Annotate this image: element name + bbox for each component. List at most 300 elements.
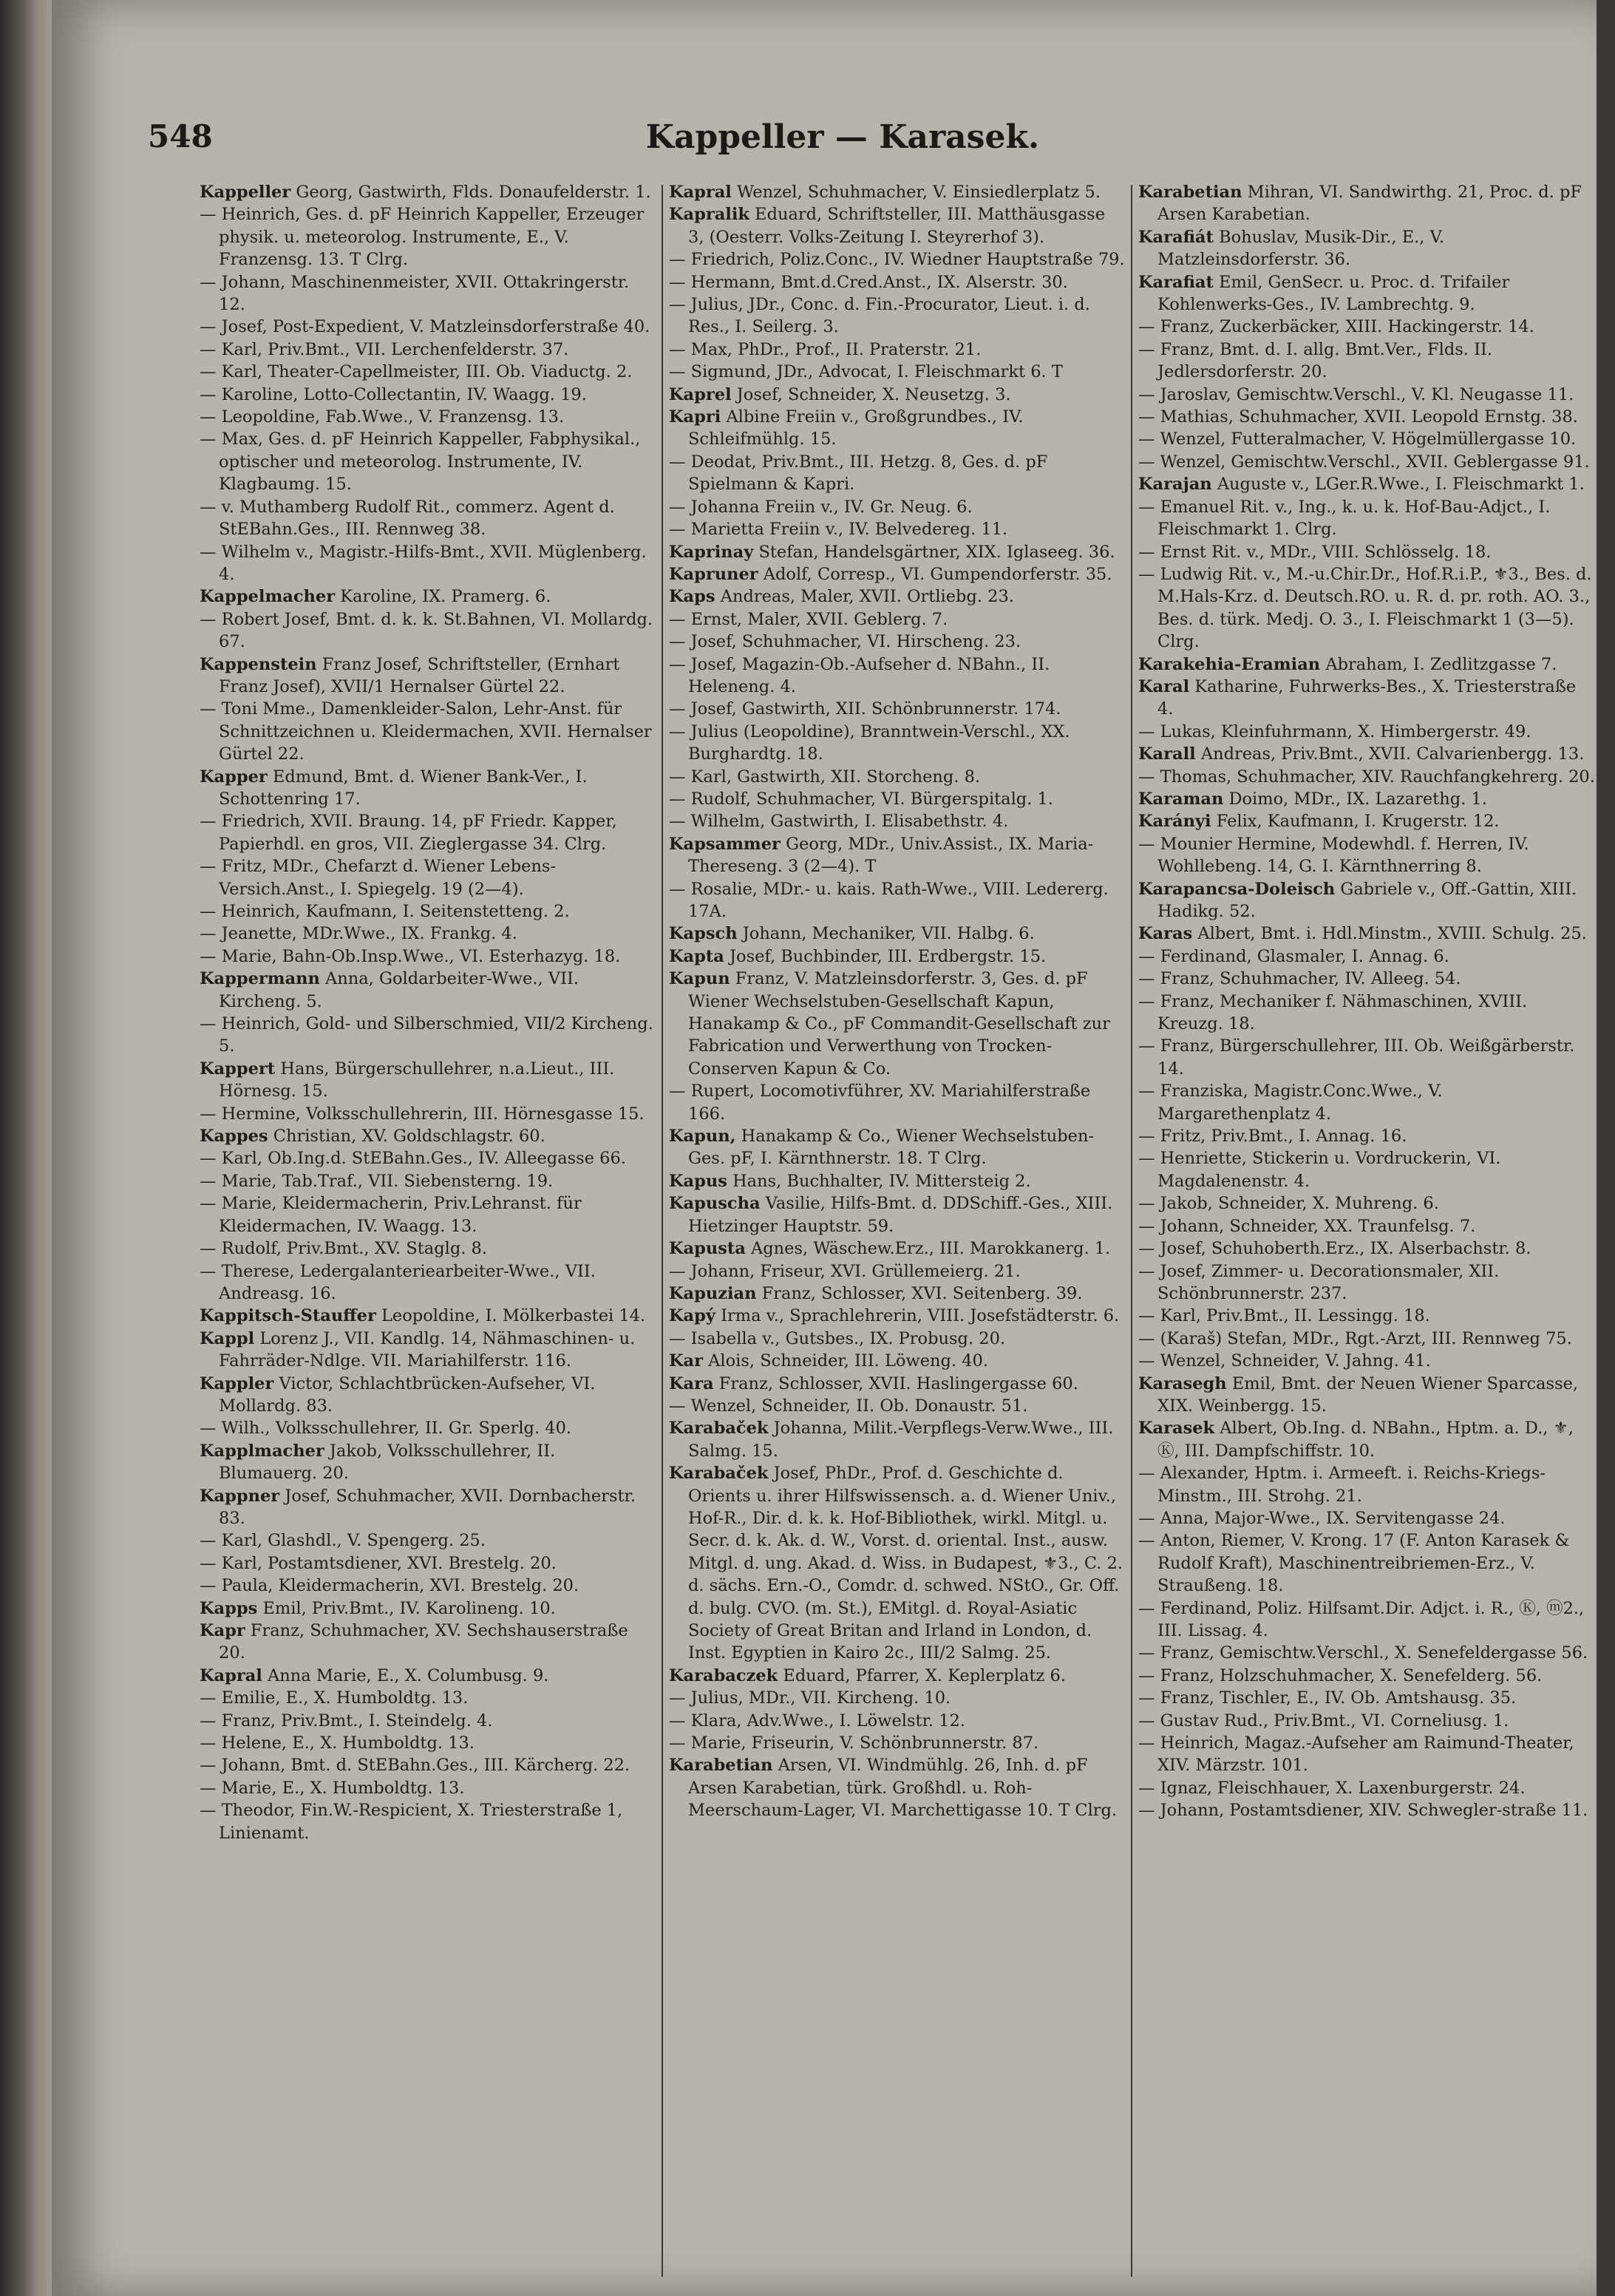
entry-details: — Josef, Magazin-Ob.-Aufseher d. NBahn., II. Heleneng. 4. bbox=[669, 654, 1050, 696]
directory-entry bbox=[200, 1058, 656, 1103]
entry-details: — Karoline, Lotto-Collectantin, IV. Waagg. 19. bbox=[200, 384, 587, 404]
entry-details: — Josef, Zimmer- u. Decorationsmaler, XII. Schönbrunnerstr. 237. bbox=[1138, 1261, 1500, 1303]
directory-entry bbox=[669, 361, 1126, 383]
entry-surname: Karabaček bbox=[669, 1419, 769, 1439]
entry-details: — Therese, Ledergalanteriearbeiter-Wwe., VII. Andreasg. 16. bbox=[200, 1261, 596, 1303]
entry-details: — Deodat, Priv.Bmt., III. Hetzg. 8, Ges. d. pF Spielmann & Kapri. bbox=[669, 452, 1048, 495]
entry-details: — Johann, Friseur, XVI. Grüllemeierg. 21. bbox=[669, 1261, 1021, 1281]
entry-surname: Kaps bbox=[669, 587, 715, 607]
directory-entry bbox=[200, 855, 656, 900]
directory-entry bbox=[200, 1260, 656, 1305]
directory-entry bbox=[200, 1237, 656, 1260]
directory-entry bbox=[1138, 1328, 1597, 1350]
entry-details: Bohuslav, Musik-Dir., E., V. Matzleinsdorferstr. 36. bbox=[1157, 227, 1445, 270]
entry-details: — Julius (Leopoldine), Branntwein-Verschl., XX. Burghardtg. 18. bbox=[669, 721, 1070, 764]
directory-entry bbox=[1138, 766, 1597, 788]
entry-surname: Kar bbox=[669, 1351, 703, 1371]
directory-entry bbox=[669, 1305, 1126, 1327]
directory-entry bbox=[1138, 991, 1597, 1036]
directory-entry bbox=[200, 203, 656, 271]
entry-details: — Josef, Gastwirth, XII. Schönbrunnerstr. 174. bbox=[669, 699, 1061, 719]
directory-entry bbox=[200, 496, 656, 541]
entry-details: — Ferdinand, Poliz. Hilfsamt.Dir. Adjct. i. R., Ⓚ, ⓜ2., III. Lissag. 4. bbox=[1138, 1598, 1585, 1640]
entry-details: Arsen, VI. Windmühlg. 26, Inh. d. pF Arsen Karabetian, türk. Großhdl. u. Roh-Meerschaum-Lager, VI. Marchettigasse 10. T Clrg. bbox=[688, 1756, 1118, 1821]
directory-entry bbox=[200, 1103, 656, 1125]
entry-details: — Klara, Adv.Wwe., I. Löwelstr. 12. bbox=[669, 1711, 965, 1731]
entry-details: — Marie, Friseurin, V. Schönbrunnerstr. 87. bbox=[669, 1733, 1039, 1753]
directory-entry bbox=[200, 1013, 656, 1058]
directory-entry bbox=[200, 1125, 656, 1147]
directory-entry bbox=[669, 1462, 1126, 1665]
entry-details: — Ferdinand, Glasmaler, I. Annag. 6. bbox=[1138, 946, 1449, 966]
directory-entry bbox=[1138, 1529, 1597, 1597]
entry-details: Alois, Schneider, III. Löweng. 40. bbox=[708, 1351, 989, 1371]
entry-details: — Johanna Freiin v., IV. Gr. Neug. 6. bbox=[669, 497, 973, 517]
directory-entry bbox=[669, 518, 1126, 540]
entry-details: — Marietta Freiin v., IV. Belvedereg. 11. bbox=[669, 520, 1008, 540]
directory-entry bbox=[669, 451, 1126, 496]
entry-surname: Karall bbox=[1138, 744, 1196, 764]
entry-surname: Kapuzian bbox=[669, 1283, 757, 1303]
entry-details: — Rupert, Locomotivführer, XV. Mariahilferstraße 166. bbox=[669, 1081, 1091, 1124]
directory-entry bbox=[1138, 1350, 1597, 1372]
entry-surname: Kapta bbox=[669, 946, 724, 966]
entry-details: — Wenzel, Schneider, II. Ob. Donaustr. 51. bbox=[669, 1396, 1028, 1416]
directory-entry bbox=[200, 428, 656, 495]
directory-entry bbox=[1138, 1417, 1597, 1462]
directory-entry bbox=[200, 1575, 656, 1597]
entry-details: — Wilhelm, Gastwirth, I. Elisabethstr. 4. bbox=[669, 812, 1009, 832]
entry-details: Albert, Bmt. i. Hdl.Minstm., XVIII. Schulg. 25. bbox=[1197, 924, 1587, 944]
entry-surname: Kaprel bbox=[669, 384, 732, 404]
entry-details: — Franz, Tischler, E., IV. Ob. Amtshausg. 35. bbox=[1138, 1688, 1517, 1708]
entry-surname: Karányi bbox=[1138, 812, 1211, 832]
directory-entry bbox=[200, 1665, 656, 1687]
entry-details: — Wenzel, Schneider, V. Jahng. 41. bbox=[1138, 1351, 1431, 1371]
entry-details: — Wilhelm v., Magistr.-Hilfs-Bmt., XVII. Müglenberg. 4. bbox=[200, 542, 647, 584]
entry-details: Josef, Buchbinder, III. Erdbergstr. 15. bbox=[730, 946, 1047, 966]
column-divider bbox=[662, 185, 663, 2277]
directory-entry bbox=[200, 968, 656, 1013]
entry-surname: Karas bbox=[1138, 924, 1193, 944]
entry-details: Albert, Ob.Ing. d. NBahn., Hptm. a. D., ⚜, Ⓚ, III. Dampfschiffstr. 10. bbox=[1157, 1419, 1574, 1461]
entry-details: — Franziska, Magistr.Conc.Wwe., V. Margarethenplatz 4. bbox=[1138, 1081, 1443, 1124]
entry-details: — Karl, Gastwirth, XII. Storcheng. 8. bbox=[669, 767, 981, 787]
entry-surname: Karafiát bbox=[1138, 227, 1214, 247]
directory-entry bbox=[669, 248, 1126, 271]
entry-surname: Karabaček bbox=[669, 1464, 769, 1484]
entry-details: Edmund, Bmt. d. Wiener Bank-Ver., I. Schottenring 17. bbox=[219, 767, 588, 809]
entry-surname: Kapun, bbox=[669, 1127, 736, 1147]
entry-details: Karoline, IX. Pramerg. 6. bbox=[340, 587, 551, 607]
directory-entry bbox=[669, 878, 1126, 923]
entry-details: — Karl, Ob.Ing.d. StEBahn.Ges., IV. Alleegasse 66. bbox=[200, 1149, 626, 1169]
entry-details: — Jakob, Schneider, X. Muhreng. 6. bbox=[1138, 1194, 1439, 1214]
entry-surname: Karakehia-Eramian bbox=[1138, 654, 1321, 674]
entry-details: — Fritz, MDr., Chefarzt d. Wiener Lebens-Versich.Anst., I. Spiegelg. 19 (2—4). bbox=[200, 857, 557, 899]
entry-details: Franz, Schlosser, XVI. Seitenberg. 39. bbox=[761, 1283, 1083, 1303]
entry-details: — Franz, Bmt. d. I. allg. Bmt.Ver., Flds. II. Jedlersdorferstr. 20. bbox=[1138, 339, 1493, 382]
directory-entry bbox=[669, 923, 1126, 945]
entry-details: Wenzel, Schuhmacher, V. Einsiedlerplatz 5. bbox=[737, 183, 1101, 202]
entry-details: Hans, Buchhalter, IV. Mittersteig 2. bbox=[732, 1171, 1031, 1191]
entry-surname: Kappenstein bbox=[200, 654, 317, 674]
directory-entry bbox=[669, 1350, 1126, 1372]
entry-details: — Friedrich, Poliz.Conc., IV. Wiedner Hauptstraße 79. bbox=[669, 250, 1125, 270]
entry-details: — Paula, Kleidermacherin, XVI. Brestelg. 20. bbox=[200, 1576, 579, 1596]
entry-surname: Kappl bbox=[200, 1328, 255, 1348]
entry-details: Eduard, Pfarrer, X. Keplerplatz 6. bbox=[783, 1665, 1066, 1685]
entry-details: Franz, V. Matzleinsdorferstr. 3, Ges. d. pF Wiener Wechselstuben-Gesellschaft Kapun, Hanakamp & Co., pF Commandit-Gesellschaft zur Fabrication und Verwerthung von Trocken-Conserven Kapun & Co. bbox=[688, 969, 1110, 1079]
directory-entry bbox=[669, 968, 1126, 1080]
directory-entry bbox=[1138, 1035, 1597, 1080]
directory-entry bbox=[200, 1485, 656, 1530]
entry-details: Hans, Bürgerschullehrer, n.a.Lieut., III. Hörnesg. 15. bbox=[219, 1059, 615, 1101]
directory-entry bbox=[1138, 743, 1597, 765]
entry-details: Emil, GenSecr. u. Proc. d. Trifailer Kohlenwerks-Ges., IV. Lambrechtg. 9. bbox=[1157, 272, 1510, 315]
directory-entry bbox=[1138, 563, 1597, 653]
directory-entry bbox=[1138, 1125, 1597, 1147]
directory-entry bbox=[1138, 1799, 1597, 1821]
directory-entry bbox=[669, 788, 1126, 810]
directory-entry bbox=[669, 384, 1126, 406]
directory-entry bbox=[669, 833, 1126, 878]
entry-details: — Wenzel, Futteralmacher, V. Högelmüllergasse 10. bbox=[1138, 429, 1577, 449]
directory-entry bbox=[669, 406, 1126, 451]
entry-details: Anna, Goldarbeiter-Wwe., VII. Kircheng. 5. bbox=[219, 969, 579, 1011]
entry-details: — Karl, Priv.Bmt., II. Lessingg. 18. bbox=[1138, 1306, 1430, 1326]
directory-entry bbox=[1138, 653, 1597, 676]
entry-details: Agnes, Wäschew.Erz., III. Marokkanerg. 1. bbox=[751, 1239, 1111, 1259]
entry-surname: Kapusta bbox=[669, 1239, 746, 1259]
entry-surname: Karasegh bbox=[1138, 1373, 1227, 1393]
entry-details: Mihran, VI. Sandwirthg. 21, Proc. d. pF Arsen Karabetian. bbox=[1157, 183, 1582, 225]
entry-details: — Thomas, Schuhmacher, XIV. Rauchfangkehrerg. 20. bbox=[1138, 767, 1595, 787]
directory-entry bbox=[200, 585, 656, 608]
entry-details: — Hermann, Bmt.d.Cred.Anst., IX. Alserstr. 30. bbox=[669, 272, 1068, 292]
entry-details: Anna Marie, E., X. Columbusg. 9. bbox=[268, 1665, 549, 1685]
entry-details: Vasilie, Hilfs-Bmt. d. DDSchiff.-Ges., XIII. Hietzinger Hauptstr. 59. bbox=[688, 1194, 1113, 1236]
directory-entry bbox=[200, 1417, 656, 1439]
entry-surname: Kaprinay bbox=[669, 542, 754, 562]
entry-details: — Franz, Gemischtw.Verschl., X. Senefeldergasse 56. bbox=[1138, 1643, 1588, 1663]
entry-details: — Mounier Hermine, Modewhdl. f. Herren, IV. Wohllebeng. 14, G. I. Kärnthnerring 8. bbox=[1138, 834, 1529, 877]
entry-details: Johann, Mechaniker, VII. Halbg. 6. bbox=[742, 924, 1035, 944]
entry-details: — Heinrich, Gold- und Silberschmied, VII/2 Kircheng. 5. bbox=[200, 1014, 653, 1056]
directory-entry bbox=[200, 1170, 656, 1192]
directory-entry bbox=[1138, 1305, 1597, 1327]
directory-entry bbox=[200, 1754, 656, 1776]
entry-surname: Kapral bbox=[669, 183, 732, 202]
directory-entry bbox=[1138, 428, 1597, 450]
entry-details: Hanakamp & Co., Wiener Wechselstuben-Ges. pF, I. Kärnthnerstr. 18. T Clrg. bbox=[688, 1127, 1095, 1169]
entry-details: — Franz, Holzschuhmacher, X. Senefelderg. 56. bbox=[1138, 1665, 1543, 1685]
entry-details: Georg, Gastwirth, Flds. Donaufelderstr. 1. bbox=[296, 183, 651, 202]
directory-entry bbox=[200, 541, 656, 586]
entry-surname: Kapruner bbox=[669, 564, 758, 584]
directory-entry bbox=[200, 698, 656, 765]
directory-entry bbox=[669, 1687, 1126, 1709]
entry-details: — Mathias, Schuhmacher, XVII. Leopold Ernstg. 38. bbox=[1138, 407, 1578, 427]
entry-details: — Josef, Post-Expedient, V. Matzleinsdorferstraße 40. bbox=[200, 317, 650, 337]
directory-entry bbox=[200, 1305, 656, 1327]
entry-details: Georg, MDr., Univ.Assist., IX. Maria-Thereseng. 3 (2—4). T bbox=[688, 834, 1094, 877]
directory-entry bbox=[669, 1328, 1126, 1350]
directory-entry bbox=[1138, 1710, 1597, 1732]
directory-entry bbox=[1138, 473, 1597, 495]
entry-details: — Heinrich, Kaufmann, I. Seitenstetteng. 2. bbox=[200, 902, 570, 921]
entry-details: — Josef, Schuhoberth.Erz., IX. Alserbachstr. 8. bbox=[1138, 1239, 1531, 1259]
page-number: 548 bbox=[148, 118, 213, 154]
entry-details: Adolf, Corresp., VI. Gumpendorferstr. 35. bbox=[763, 564, 1112, 584]
entry-details: — Julius, JDr., Conc. d. Fin.-Procurator, Lieut. i. d. Res., I. Seilerg. 3. bbox=[669, 295, 1090, 337]
directory-entry bbox=[669, 945, 1126, 968]
directory-entry bbox=[1138, 1665, 1597, 1687]
directory-entry bbox=[1138, 1507, 1597, 1529]
entry-surname: Kapun bbox=[669, 969, 730, 989]
directory-entry bbox=[200, 1147, 656, 1169]
entry-surname: Karajan bbox=[1138, 475, 1212, 495]
directory-entry bbox=[200, 1552, 656, 1575]
entry-details: Emil, Priv.Bmt., IV. Karolineng. 10. bbox=[262, 1598, 556, 1618]
entry-details: — Gustav Rud., Priv.Bmt., VI. Corneliusg. 1. bbox=[1138, 1711, 1509, 1731]
directory-entry bbox=[669, 203, 1126, 248]
directory-entry bbox=[200, 810, 656, 855]
directory-entry bbox=[1138, 810, 1597, 832]
directory-entry bbox=[200, 1732, 656, 1754]
entry-details: — Wilh., Volksschullehrer, II. Gr. Sperlg. 40. bbox=[200, 1419, 572, 1439]
entry-details: Albine Freiin v., Großgrundbes., IV. Schleifmühlg. 15. bbox=[688, 407, 1024, 449]
directory-entry bbox=[669, 293, 1126, 339]
directory-entry bbox=[669, 563, 1126, 585]
entry-surname: Karabetian bbox=[1138, 183, 1242, 202]
entry-details: — Johann, Schneider, XX. Traunfelsg. 7. bbox=[1138, 1216, 1476, 1236]
entry-details: — Karl, Postamtsdiener, XVI. Brestelg. 20. bbox=[200, 1553, 557, 1573]
directory-entry bbox=[1138, 181, 1597, 226]
entry-details: Lorenz J., VII. Kandlg. 14, Nähmaschinen- u. Fahrräder-Ndlge. VII. Mariahilferstr. 116. bbox=[219, 1328, 636, 1371]
entry-details: Josef, PhDr., Prof. d. Geschichte d. Orients u. ihrer Hilfswissensch. a. d. Wiener Univ., Hof-R., Dir. d. k. k. Hof-Bibliothek, wirkl. Mitgl. u. Secr. d. k. Ak. d. W., Vorst. d. oriental. Inst., ausw. Mitgl. d. ung. Akad. d. Wiss. in Budapest, ⚜3., C. 2. d. sächs. Ern.-O., Comdr. d. schwed. NStO., Gr. Off. d. bulg. CVO. (m. St.), EMitgl. d. Royal-Asiatic Society of Great Britan and Irland in London, d. Inst. Egyptien in Kairo 2c., III/2 Salmg. 25. bbox=[688, 1464, 1123, 1663]
directory-entry bbox=[669, 1665, 1126, 1687]
entry-details: — Sigmund, JDr., Advocat, I. Fleischmarkt 6. T bbox=[669, 362, 1063, 382]
entry-details: — Max, Ges. d. pF Heinrich Kappeller, Fabphysikal., optischer und meteorolog. Instrumente, IV. Klagbaumg. 15. bbox=[200, 429, 641, 495]
entry-details: — Jeanette, MDr.Wwe., IX. Frankg. 4. bbox=[200, 924, 517, 944]
entry-details: — Emilie, E., X. Humboldtg. 13. bbox=[200, 1688, 469, 1708]
directory-entry bbox=[1138, 945, 1597, 968]
entry-details: — Julius, MDr., VII. Kircheng. 10. bbox=[669, 1688, 951, 1708]
entry-surname: Kapsch bbox=[669, 924, 738, 944]
directory-column-3 bbox=[1138, 181, 1597, 2251]
entry-surname: Kapr bbox=[200, 1621, 245, 1640]
directory-entry bbox=[200, 1192, 656, 1237]
directory-entry bbox=[200, 1777, 656, 1799]
entry-details: — Ernst, Maler, XVII. Geblerg. 7. bbox=[669, 609, 948, 629]
entry-details: Christian, XV. Goldschlagstr. 60. bbox=[273, 1127, 545, 1147]
directory-entry bbox=[1138, 316, 1597, 338]
directory-entry bbox=[200, 1597, 656, 1620]
directory-entry bbox=[669, 1417, 1126, 1462]
entry-details: — Josef, Schuhmacher, VI. Hirscheng. 23. bbox=[669, 632, 1021, 652]
directory-entry bbox=[669, 496, 1126, 518]
entry-details: — Leopoldine, Fab.Wwe., V. Franzensg. 13. bbox=[200, 407, 565, 427]
entry-details: — Isabella v., Gutsbes., IX. Probusg. 20. bbox=[669, 1328, 1006, 1348]
entry-details: Victor, Schlachtbrücken-Aufseher, VI. Mollardg. 83. bbox=[219, 1373, 596, 1416]
entry-details: Leopoldine, I. Mölkerbastei 14. bbox=[381, 1306, 646, 1326]
entry-details: Josef, Schneider, X. Neusetzg. 3. bbox=[736, 384, 1011, 404]
directory-entry bbox=[200, 1529, 656, 1552]
directory-entry bbox=[200, 1440, 656, 1485]
entry-surname: Kappeller bbox=[200, 183, 291, 202]
directory-entry bbox=[1138, 226, 1597, 271]
entry-details: — Franz, Mechaniker f. Nähmaschinen, XVIII. Kreuzg. 18. bbox=[1138, 991, 1528, 1034]
directory-entry bbox=[1138, 968, 1597, 990]
entry-details: — Karl, Glashdl., V. Spengerg. 25. bbox=[200, 1531, 486, 1551]
directory-entry bbox=[1138, 496, 1597, 541]
entry-surname: Karapancsa-Doleisch bbox=[1138, 879, 1336, 899]
directory-entry bbox=[669, 1237, 1126, 1260]
entry-details: Franz Josef, Schriftsteller, (Ernhart Franz Josef), XVII/1 Hernalser Gürtel 22. bbox=[219, 654, 620, 696]
entry-details: — Toni Mme., Damenkleider-Salon, Lehr-Anst. für Schnittzeichnen u. Kleidermachen, XVII. Hernalser Gürtel 22. bbox=[200, 699, 652, 764]
entry-surname: Kappert bbox=[200, 1059, 276, 1079]
directory-entry bbox=[200, 653, 656, 699]
directory-entry bbox=[669, 181, 1126, 203]
directory-entry bbox=[200, 923, 656, 945]
entry-details: — Emanuel Rit. v., Ing., k. u. k. Hof-Bau-Adjct., I. Fleischmarkt 1. Clrg. bbox=[1138, 497, 1551, 540]
entry-details: — Rosalie, MDr.- u. kais. Rath-Wwe., VIII. Ledererg. 17A. bbox=[669, 879, 1109, 921]
directory-entry bbox=[200, 316, 656, 338]
entry-details: — Franz, Bürgerschullehrer, III. Ob. Weißgärberstr. 14. bbox=[1138, 1036, 1575, 1079]
directory-entry bbox=[1138, 1080, 1597, 1125]
directory-entry bbox=[669, 1170, 1126, 1192]
entry-details: — Rudolf, Priv.Bmt., XV. Staglg. 8. bbox=[200, 1239, 487, 1259]
directory-entry bbox=[669, 698, 1126, 720]
entry-surname: Kapps bbox=[200, 1598, 258, 1618]
directory-entry bbox=[200, 1620, 656, 1665]
directory-entry bbox=[200, 271, 656, 316]
entry-surname: Kappelmacher bbox=[200, 587, 336, 607]
entry-details: — Marie, E., X. Humboldtg. 13. bbox=[200, 1778, 465, 1798]
entry-details: Eduard, Schriftsteller, III. Matthäusgasse 3, (Oesterr. Volks-Zeitung I. Steyrerhof 3). bbox=[688, 205, 1106, 247]
directory-entry bbox=[669, 585, 1126, 608]
directory-entry bbox=[1138, 676, 1597, 721]
entry-details: — Helene, E., X. Humboldtg. 13. bbox=[200, 1733, 475, 1753]
entry-surname: Kapsammer bbox=[669, 834, 781, 854]
entry-details: — Franz, Priv.Bmt., I. Steindelg. 4. bbox=[200, 1711, 493, 1731]
directory-entry bbox=[669, 1395, 1126, 1417]
entry-surname: Karabetian bbox=[669, 1756, 773, 1776]
directory-entry bbox=[669, 653, 1126, 699]
directory-entry bbox=[669, 339, 1126, 361]
entry-details: Doimo, MDr., IX. Lazarethg. 1. bbox=[1228, 789, 1487, 809]
entry-surname: Kappitsch-Stauffer bbox=[200, 1306, 376, 1326]
entry-details: — Marie, Kleidermacherin, Priv.Lehranst. für Kleidermachen, IV. Waagg. 13. bbox=[200, 1194, 582, 1236]
entry-details: — Wenzel, Gemischtw.Verschl., XVII. Geblergasse 91. bbox=[1138, 452, 1590, 472]
entry-details: — Hermine, Volksschullehrerin, III. Hörnesgasse 15. bbox=[200, 1104, 645, 1124]
entry-surname: Kapý bbox=[669, 1306, 715, 1326]
entry-details: — Johann, Maschinenmeister, XVII. Ottakringerstr. 12. bbox=[200, 272, 630, 315]
directory-entry bbox=[1138, 878, 1597, 923]
entry-details: Franz, Schlosser, XVII. Haslingergasse 60. bbox=[718, 1373, 1078, 1393]
directory-entry bbox=[1138, 1642, 1597, 1664]
directory-entry bbox=[669, 1192, 1126, 1237]
entry-details: — Ludwig Rit. v., M.-u.Chir.Dr., Hof.R.i.P., ⚜3., Bes. d. M.Hals-Krz. d. Deutsch.RO. u. R. d. pr. roth. AO. 3., Bes. d. türk. Medj. O. 3., I. Fleischmarkt 1 (3—5). Clrg. bbox=[1138, 564, 1592, 652]
entry-details: — v. Muthamberg Rudolf Rit., commerz. Agent d. StEBahn.Ges., III. Rennweg 38. bbox=[200, 497, 615, 540]
directory-entry bbox=[1138, 541, 1597, 563]
directory-entry bbox=[1138, 1147, 1597, 1192]
entry-surname: Kappner bbox=[200, 1486, 280, 1506]
directory-entry bbox=[669, 721, 1126, 766]
directory-entry bbox=[669, 271, 1126, 293]
directory-entry bbox=[1138, 1687, 1597, 1709]
entry-surname: Kapus bbox=[669, 1171, 727, 1191]
directory-entry bbox=[200, 608, 656, 653]
entry-details: Katharine, Fuhrwerks-Bes., X. Triesterstraße 4. bbox=[1157, 676, 1577, 719]
entry-details: — Jaroslav, Gemischtw.Verschl., V. Kl. Neugasse 11. bbox=[1138, 384, 1574, 404]
directory-entry bbox=[1138, 1462, 1597, 1507]
entry-details: Irma v., Sprachlehrerin, VIII. Josefstädterstr. 6. bbox=[721, 1306, 1120, 1326]
directory-entry bbox=[1138, 923, 1597, 945]
directory-entry bbox=[200, 766, 656, 811]
entry-details: — Lukas, Kleinfuhrmann, X. Himbergerstr. 49. bbox=[1138, 721, 1531, 741]
directory-entry bbox=[1138, 1732, 1597, 1777]
directory-column-1 bbox=[200, 181, 656, 2251]
directory-entry bbox=[1138, 1215, 1597, 1237]
directory-entry bbox=[200, 1328, 656, 1373]
entry-surname: Karabaczek bbox=[669, 1665, 778, 1685]
directory-entry bbox=[200, 945, 656, 968]
entry-details: — Theodor, Fin.W.-Respicient, X. Triesterstraße 1, Linienamt. bbox=[200, 1801, 623, 1843]
directory-entry bbox=[200, 361, 656, 383]
entry-details: Franz, Schuhmacher, XV. Sechshauserstraße 20. bbox=[219, 1621, 628, 1663]
directory-entry bbox=[669, 1283, 1126, 1305]
page-title: Kappeller — Karasek. bbox=[645, 118, 1040, 156]
entry-details: — Heinrich, Magaz.-Aufseher am Raimund-Theater, XIV. Märzstr. 101. bbox=[1138, 1733, 1574, 1776]
entry-surname: Karal bbox=[1138, 676, 1190, 696]
directory-entry bbox=[200, 1687, 656, 1709]
book-fore-edge bbox=[0, 0, 52, 2296]
entry-details: Josef, Schuhmacher, XVII. Dornbacherstr. 83. bbox=[219, 1486, 636, 1528]
directory-entry bbox=[669, 608, 1126, 631]
entry-surname: Kappes bbox=[200, 1127, 268, 1147]
entry-details: — Robert Josef, Bmt. d. k. k. St.Bahnen, VI. Mollardg. 67. bbox=[200, 609, 653, 652]
entry-details: Johanna, Milit.-Verpflegs-Verw.Wwe., III. Salmg. 15. bbox=[688, 1419, 1114, 1461]
entry-details: — Fritz, Priv.Bmt., I. Annag. 16. bbox=[1138, 1127, 1407, 1147]
directory-column-2 bbox=[669, 181, 1126, 2251]
entry-surname: Kappler bbox=[200, 1373, 274, 1393]
directory-entry bbox=[1138, 339, 1597, 384]
directory-entry bbox=[1138, 1260, 1597, 1305]
entry-details: — Marie, Bahn-Ob.Insp.Wwe., VI. Esterhazyg. 18. bbox=[200, 946, 621, 966]
directory-entry bbox=[1138, 1373, 1597, 1418]
entry-details: Jakob, Volksschullehrer, II. Blumauerg. 20. bbox=[219, 1441, 556, 1484]
directory-entry bbox=[1138, 721, 1597, 743]
entry-details: — Anna, Major-Wwe., IX. Servitengasse 24. bbox=[1138, 1508, 1506, 1528]
entry-surname: Kapralik bbox=[669, 205, 749, 225]
directory-entry bbox=[1138, 833, 1597, 878]
directory-entry bbox=[669, 1080, 1126, 1125]
entry-surname: Kapri bbox=[669, 407, 721, 427]
directory-entry bbox=[1138, 1597, 1597, 1643]
directory-entry bbox=[1138, 788, 1597, 810]
entry-details: — Johann, Bmt. d. StEBahn.Ges., III. Kärcherg. 22. bbox=[200, 1756, 630, 1776]
page-header bbox=[148, 118, 1537, 170]
directory-entry bbox=[200, 339, 656, 361]
directory-entry bbox=[1138, 384, 1597, 406]
entry-details: — Henriette, Stickerin u. Vordruckerin, VI. Magdalenenstr. 4. bbox=[1138, 1149, 1501, 1191]
directory-entry bbox=[1138, 1777, 1597, 1799]
directory-entry bbox=[1138, 1237, 1597, 1260]
directory-entry bbox=[669, 631, 1126, 653]
entry-details: Gabriele v., Off.-Gattin, XIII. Hadikg. 52. bbox=[1157, 879, 1577, 921]
